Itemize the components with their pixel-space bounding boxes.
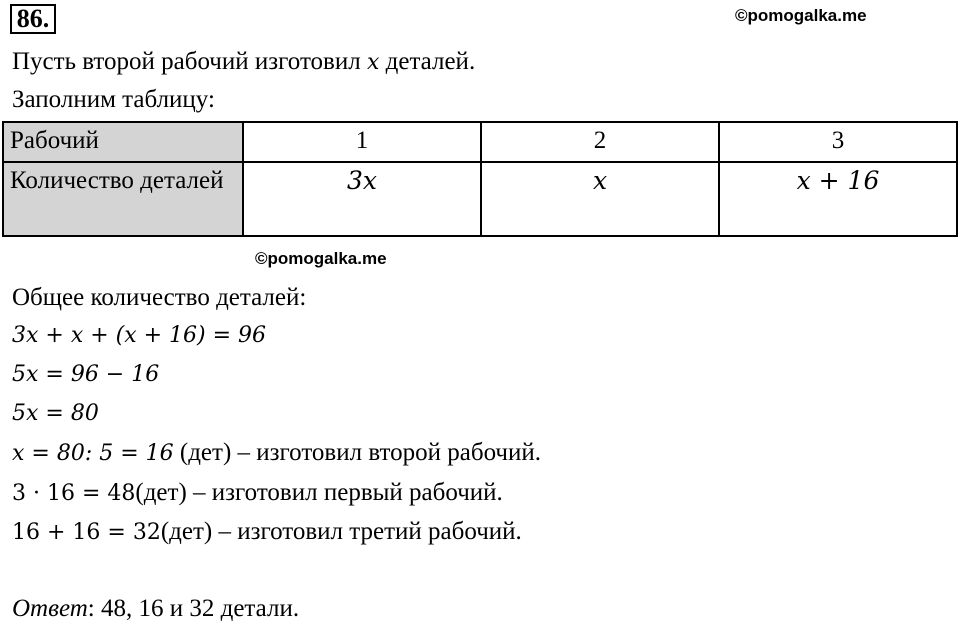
- table-header-parts: Количество деталей: [3, 162, 243, 236]
- equation-5-math: 3 · 16 = 48: [12, 481, 136, 506]
- table-row-workers: [3, 122, 957, 162]
- table-cell-worker-3: 3: [719, 122, 957, 162]
- problem-number: 86.: [10, 4, 56, 34]
- equation-1: 3x + x + (x + 16) = 96: [12, 323, 267, 348]
- watermark-top: ©pomogalka.me: [735, 6, 867, 25]
- fill-table-line: Заполним таблицу:: [12, 86, 215, 113]
- equation-5-text: (дет) – изготовил первый рабочий.: [135, 479, 503, 506]
- equation-2: 5x = 96 − 16: [12, 362, 160, 387]
- table-cell-parts-1: 3x: [243, 162, 481, 236]
- equation-6: [12, 517, 522, 548]
- equation-4-math: x = 80: 5 = 16: [12, 441, 174, 466]
- total-label: Общее количество деталей:: [12, 284, 307, 311]
- answer-text: : 48, 16 и 32 детали.: [87, 595, 300, 622]
- watermark-middle: ©pomogalka.me: [255, 249, 387, 268]
- table-header-worker: Рабочий: [3, 122, 243, 162]
- equation-4: [12, 438, 541, 469]
- table-cell-worker-2: 2: [481, 122, 719, 162]
- intro-line: [12, 47, 475, 78]
- table-cell-parts-3: x + 16: [719, 162, 957, 236]
- equation-4-text: (дет) – изготовил второй рабочий.: [173, 439, 541, 466]
- equation-6-text: (дет) – изготовил третий рабочий.: [160, 518, 522, 545]
- table-cell-parts-2: x: [481, 162, 719, 236]
- equation-3: 5x = 80: [12, 401, 99, 426]
- intro-text-after: деталей.: [379, 48, 476, 75]
- table-cell-worker-1: 1: [243, 122, 481, 162]
- equation-6-math: 16 + 16 = 32: [12, 520, 161, 545]
- answer-line: [12, 594, 299, 624]
- answer-label: Ответ: [12, 595, 88, 622]
- equation-5: [12, 478, 503, 509]
- intro-variable: x: [366, 50, 380, 75]
- intro-text-before: Пусть второй рабочий изготовил: [12, 48, 367, 75]
- workers-table: [2, 121, 958, 237]
- table-row-parts: [3, 162, 957, 236]
